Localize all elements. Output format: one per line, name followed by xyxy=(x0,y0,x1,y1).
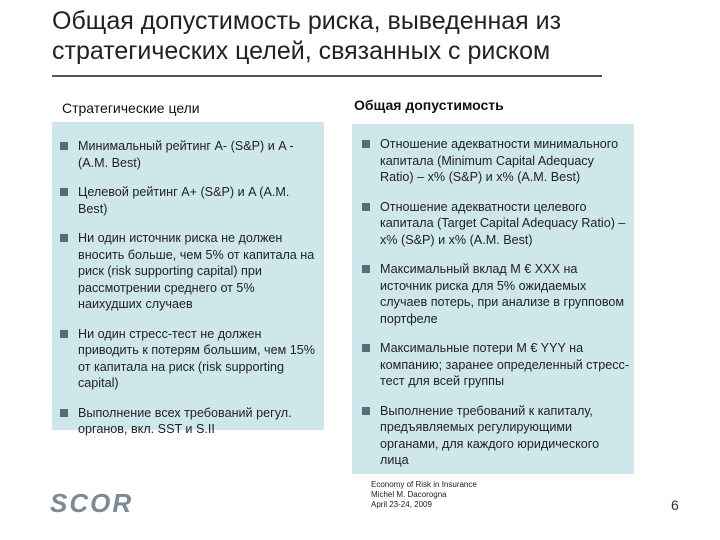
footer-line: April 23-24, 2009 xyxy=(371,500,432,509)
bullet-square-icon xyxy=(362,344,370,352)
title-divider xyxy=(52,75,602,77)
list-item: Отношение адекватности минимального капитала (Minimum Capital Adequacy Ratio) – x% (S&P) и x% (A.M. Best) xyxy=(358,136,630,186)
list-item: Выполнение всех требований регул. органов, вкл. SST и S.II xyxy=(56,405,322,438)
left-column-heading: Стратегические цели xyxy=(62,100,200,116)
slide-title: Общая допустимость риска, выведенная из стратегических целей, связанных с риском xyxy=(52,7,562,65)
list-item: Максимальный вклад M € XXX на источник риска для 5% ожидаемых случаев потерь, при анализе в групповом портфеле xyxy=(358,261,630,327)
list-item: Минимальный рейтинг A- (S&P) и A - (A.M. Best) xyxy=(56,138,322,171)
overall-tolerance-list xyxy=(358,136,630,469)
list-item: Отношение адекватности целевого капитала (Target Capital Adequacy Ratio) – x% (S&P) и x% (A.M. Best) xyxy=(358,199,630,249)
right-column-heading: Общая допустимость xyxy=(354,97,504,113)
list-item: Ни один стресс-тест не должен приводить к потерям большим, чем 15% от капитала на риск (risk supporting capital) xyxy=(56,326,322,392)
page-number: 6 xyxy=(671,497,679,513)
strategic-goals-list xyxy=(56,138,322,438)
bullet-square-icon xyxy=(362,407,370,415)
footer-line: Michel M. Dacorogna xyxy=(371,490,447,499)
bullet-square-icon xyxy=(60,234,68,242)
list-item: Ни один источник риска не должен вносить больше, чем 5% от капитала на риск (risk supporting capital) при рассмотрении среднего от 5% наихудших случаев xyxy=(56,230,322,313)
scor-logo: SCOR xyxy=(50,488,134,518)
bullet-square-icon xyxy=(60,188,68,196)
bullet-square-icon xyxy=(60,330,68,338)
bullet-square-icon xyxy=(362,265,370,273)
list-item: Выполнение требований к капиталу, предъявляемых регулирующими органами, для каждого юридического лица xyxy=(358,403,630,469)
footer-line: Economy of Risk in Insurance xyxy=(371,480,477,489)
list-item: Максимальные потери M € YYY на компанию; заранее определенный стресс-тест для всей группы xyxy=(358,340,630,390)
bullet-square-icon xyxy=(60,409,68,417)
bullet-square-icon xyxy=(362,203,370,211)
list-item: Целевой рейтинг A+ (S&P) и A (A.M. Best) xyxy=(56,184,322,217)
bullet-square-icon xyxy=(60,142,68,150)
bullet-square-icon xyxy=(362,140,370,148)
footer-text xyxy=(371,480,477,510)
